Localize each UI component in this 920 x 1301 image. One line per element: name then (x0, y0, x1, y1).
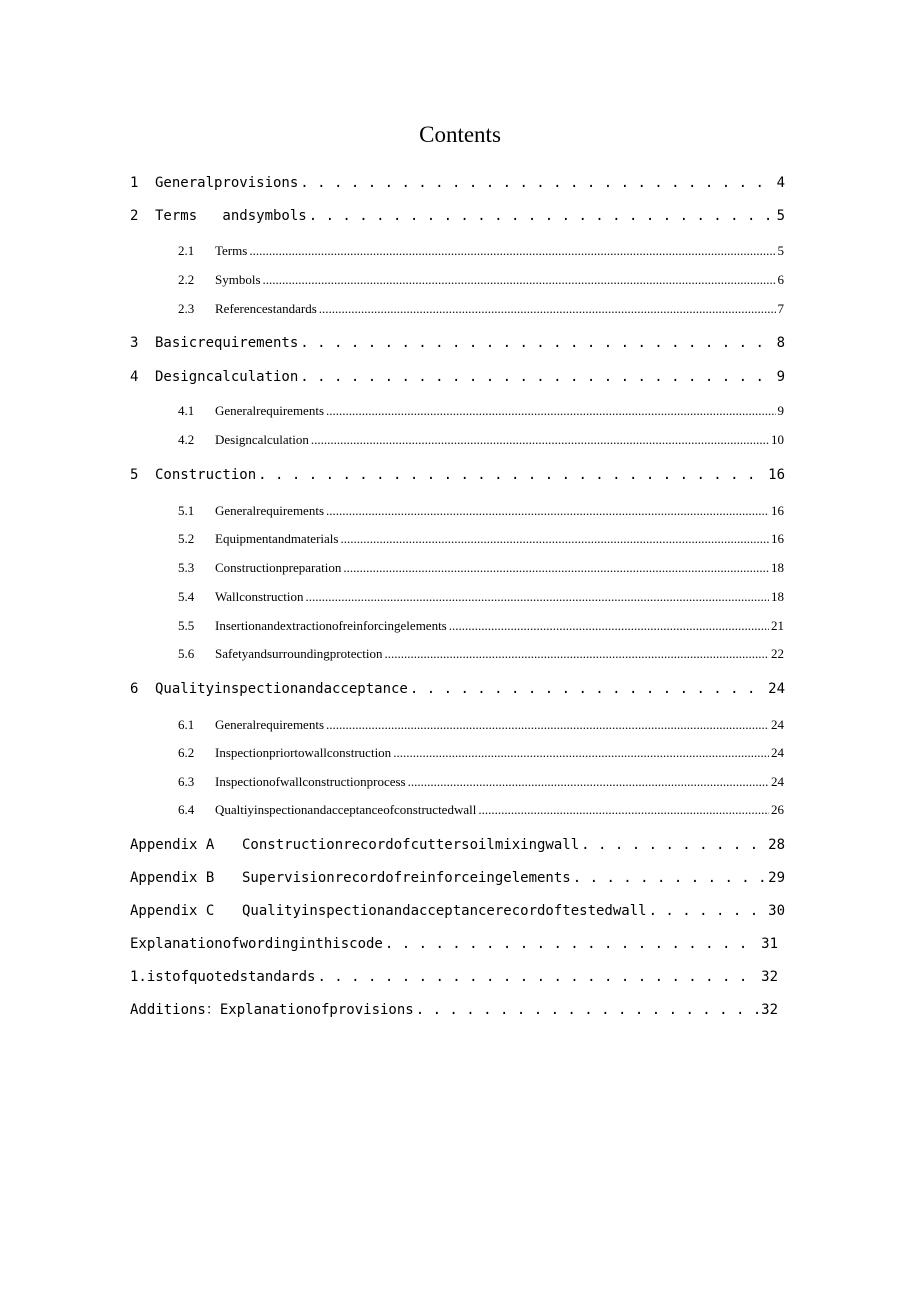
toc-entry-number: 4.1 (178, 403, 195, 418)
toc-entry-additions[interactable] (130, 1000, 778, 1020)
toc-entry-page: 8 (776, 335, 785, 351)
toc-entry-number: 2.1 (178, 243, 195, 258)
toc-entry-2-1[interactable] (178, 242, 784, 260)
toc-entry-label: Designcalculation (215, 432, 309, 447)
toc-entry-5-4[interactable] (178, 588, 784, 606)
toc-dot-leader (326, 502, 769, 520)
toc-entry-label: Qualityinspectionandacceptancerecordoftestedwall (242, 903, 647, 919)
toc-entry-number: 4 (130, 369, 139, 385)
toc-dot-leader (300, 333, 774, 353)
toc-entry-page: 18 (771, 589, 784, 604)
toc-entry-page: 24 (771, 745, 784, 760)
toc-dot-leader (649, 901, 767, 921)
toc-entry-label: Equipmentandmaterials (215, 531, 339, 546)
toc-entry-number: 3 (130, 335, 139, 351)
toc-dot-leader (478, 801, 769, 819)
toc-entry-number: 5.4 (178, 589, 195, 604)
toc-dot-leader (385, 934, 759, 954)
toc-dot-leader (300, 173, 774, 193)
toc-entry-label: Qualityinspectionandacceptance (155, 681, 408, 697)
toc-entry-page: 31 (761, 936, 778, 952)
toc-dot-leader (340, 530, 769, 548)
toc-entry-page: 28 (768, 837, 785, 853)
toc-entry-number: 6.3 (178, 774, 195, 789)
toc-entry-page: 24 (771, 774, 784, 789)
toc-dot-leader (317, 967, 759, 987)
toc-entry-number: 5.1 (178, 503, 195, 518)
page-title: Contents (419, 122, 501, 147)
toc-dot-leader (309, 206, 775, 226)
toc-entry-page: 4 (776, 175, 785, 191)
toc-entry-6-3[interactable] (178, 773, 784, 791)
toc-dot-leader (306, 588, 770, 606)
toc-entry-page: 7 (777, 301, 784, 316)
toc-entry-label: Inspectionofwallconstructionprocess (215, 774, 406, 789)
toc-entry-number: 6 (130, 681, 139, 697)
toc-entry-label: Additions：Explanationofprovisions (130, 1002, 414, 1018)
toc-entry-label: Insertionandextractionofreinforcingelements (215, 618, 447, 633)
toc-dot-leader (300, 367, 774, 387)
toc-entry-label: 1.istofquotedstandards (130, 969, 316, 985)
toc-entry-page: 9 (777, 403, 784, 418)
toc-entry-page: 16 (771, 503, 784, 518)
toc-entry-page: 32 (761, 969, 778, 985)
toc-entry-label: Designcalculation (155, 369, 299, 385)
toc-entry-label: Basicrequirements (155, 335, 299, 351)
toc-entry-appendix-a[interactable] (130, 835, 785, 855)
toc-dot-leader (319, 300, 776, 318)
toc-entry-label: Explanationofwordinginthiscode (130, 936, 383, 952)
toc-entry-explanation-of-wording[interactable] (130, 934, 778, 954)
toc-entry-4[interactable] (130, 367, 785, 387)
toc-entry-4-1[interactable] (178, 402, 784, 420)
toc-entry-number: Appendix C (130, 903, 215, 919)
toc-entry-label: Generalrequirements (215, 717, 325, 732)
toc-entry-label: Constructionrecordofcuttersoilmixingwall (242, 837, 580, 853)
toc-entry-page: 16 (771, 531, 784, 546)
toc-entry-page: 22 (771, 646, 784, 661)
toc-entry-page: 5 (777, 243, 784, 258)
toc-dot-leader (416, 1000, 759, 1020)
toc-entry-number: 5.3 (178, 560, 195, 575)
toc-entry-5-3[interactable] (178, 559, 784, 577)
toc-dot-leader (258, 465, 766, 485)
toc-entry-label: Inspectionpriortowallconstruction (215, 745, 392, 760)
toc-entry-quoted-standards[interactable] (130, 967, 778, 987)
toc-entry-label: Terms (215, 243, 248, 258)
toc-dot-leader (343, 559, 769, 577)
toc-entry-label: Symbols (215, 272, 261, 287)
toc-entry-6-2[interactable] (178, 744, 784, 762)
toc-entry-number: 5.6 (178, 646, 195, 661)
toc-entry-page: 10 (771, 432, 784, 447)
toc-entry-6-1[interactable] (178, 716, 784, 734)
toc-entry-number: 4.2 (178, 432, 195, 447)
toc-entry-label: Wallconstruction (215, 589, 304, 604)
toc-dot-leader (326, 402, 775, 420)
toc-dot-leader (449, 617, 769, 635)
toc-entry-number: 5.5 (178, 618, 195, 633)
toc-entry-page: 5 (776, 208, 785, 224)
toc-entry-number: 5 (130, 467, 139, 483)
toc-entry-page: 18 (771, 560, 784, 575)
toc-dot-leader (385, 645, 769, 663)
toc-entry-label: Generalrequirements (215, 403, 325, 418)
toc-entry-page: 26 (771, 802, 784, 817)
toc-entry-number: 2.2 (178, 272, 195, 287)
toc-entry-number: 6.2 (178, 745, 195, 760)
toc-dot-leader (393, 744, 769, 762)
toc-entry-5-5[interactable] (178, 617, 784, 635)
toc-entry-appendix-c[interactable] (130, 901, 785, 921)
toc-dot-leader (249, 242, 775, 260)
toc-entry-number: 6.4 (178, 802, 195, 817)
toc-entry-5-2[interactable] (178, 530, 784, 548)
toc-entry-label: Qualtiyinspectionandacceptanceofconstructedwall (215, 802, 477, 817)
toc-entry-page: 29 (768, 870, 785, 886)
toc-dot-leader (408, 773, 769, 791)
toc-entry-number: 5.2 (178, 531, 195, 546)
toc-entry-number: Appendix A (130, 837, 215, 853)
toc-entry-page: 30 (768, 903, 785, 919)
toc-entry-page: 16 (768, 467, 785, 483)
toc-entry-page: 6 (777, 272, 784, 287)
toc-entry-label: Supervisionrecordofreinforceingelements (242, 870, 571, 886)
toc-entry-number: 6.1 (178, 717, 195, 732)
toc-dot-leader (311, 431, 769, 449)
toc-entry-label: Safetyandsurroundingprotection (215, 646, 383, 661)
toc-entry-5[interactable] (130, 465, 785, 485)
toc-entry-4-2[interactable] (178, 431, 784, 449)
toc-entry-page: 32 (761, 1002, 778, 1018)
toc-dot-leader (263, 271, 776, 289)
toc-entry-6[interactable] (130, 679, 785, 699)
toc-entry-label: Referencestandards (215, 301, 317, 316)
toc-entry-page: 24 (768, 681, 785, 697)
toc-entry-1[interactable] (130, 173, 785, 193)
toc-entry-label: Generalprovisions (155, 175, 299, 191)
toc-entry-5-6[interactable] (178, 645, 784, 663)
toc-dot-leader (326, 716, 769, 734)
toc-entry-page: 24 (771, 717, 784, 732)
toc-entry-number: 1 (130, 175, 139, 191)
toc-entry-page: 9 (776, 369, 785, 385)
toc-entry-5-1[interactable] (178, 502, 784, 520)
toc-entry-2-3[interactable] (178, 300, 784, 318)
toc-entry-number: 2 (130, 208, 139, 224)
toc-entry-label: Constructionpreparation (215, 560, 342, 575)
toc-entry-number: 2.3 (178, 301, 195, 316)
toc-entry-label: Construction (155, 467, 257, 483)
toc-entry-3[interactable] (130, 333, 785, 353)
toc-entry-2-2[interactable] (178, 271, 784, 289)
toc-entry-label: Terms andsymbols (155, 208, 307, 224)
toc-entry-2[interactable] (130, 206, 785, 226)
toc-entry-appendix-b[interactable] (130, 868, 785, 888)
toc-entry-6-4[interactable] (178, 801, 784, 819)
toc-entry-number: Appendix B (130, 870, 215, 886)
toc-dot-leader (581, 835, 766, 855)
toc-entry-label: Generalrequirements (215, 503, 325, 518)
toc-dot-leader (573, 868, 766, 888)
toc-entry-page: 21 (771, 618, 784, 633)
toc-dot-leader (410, 679, 766, 699)
